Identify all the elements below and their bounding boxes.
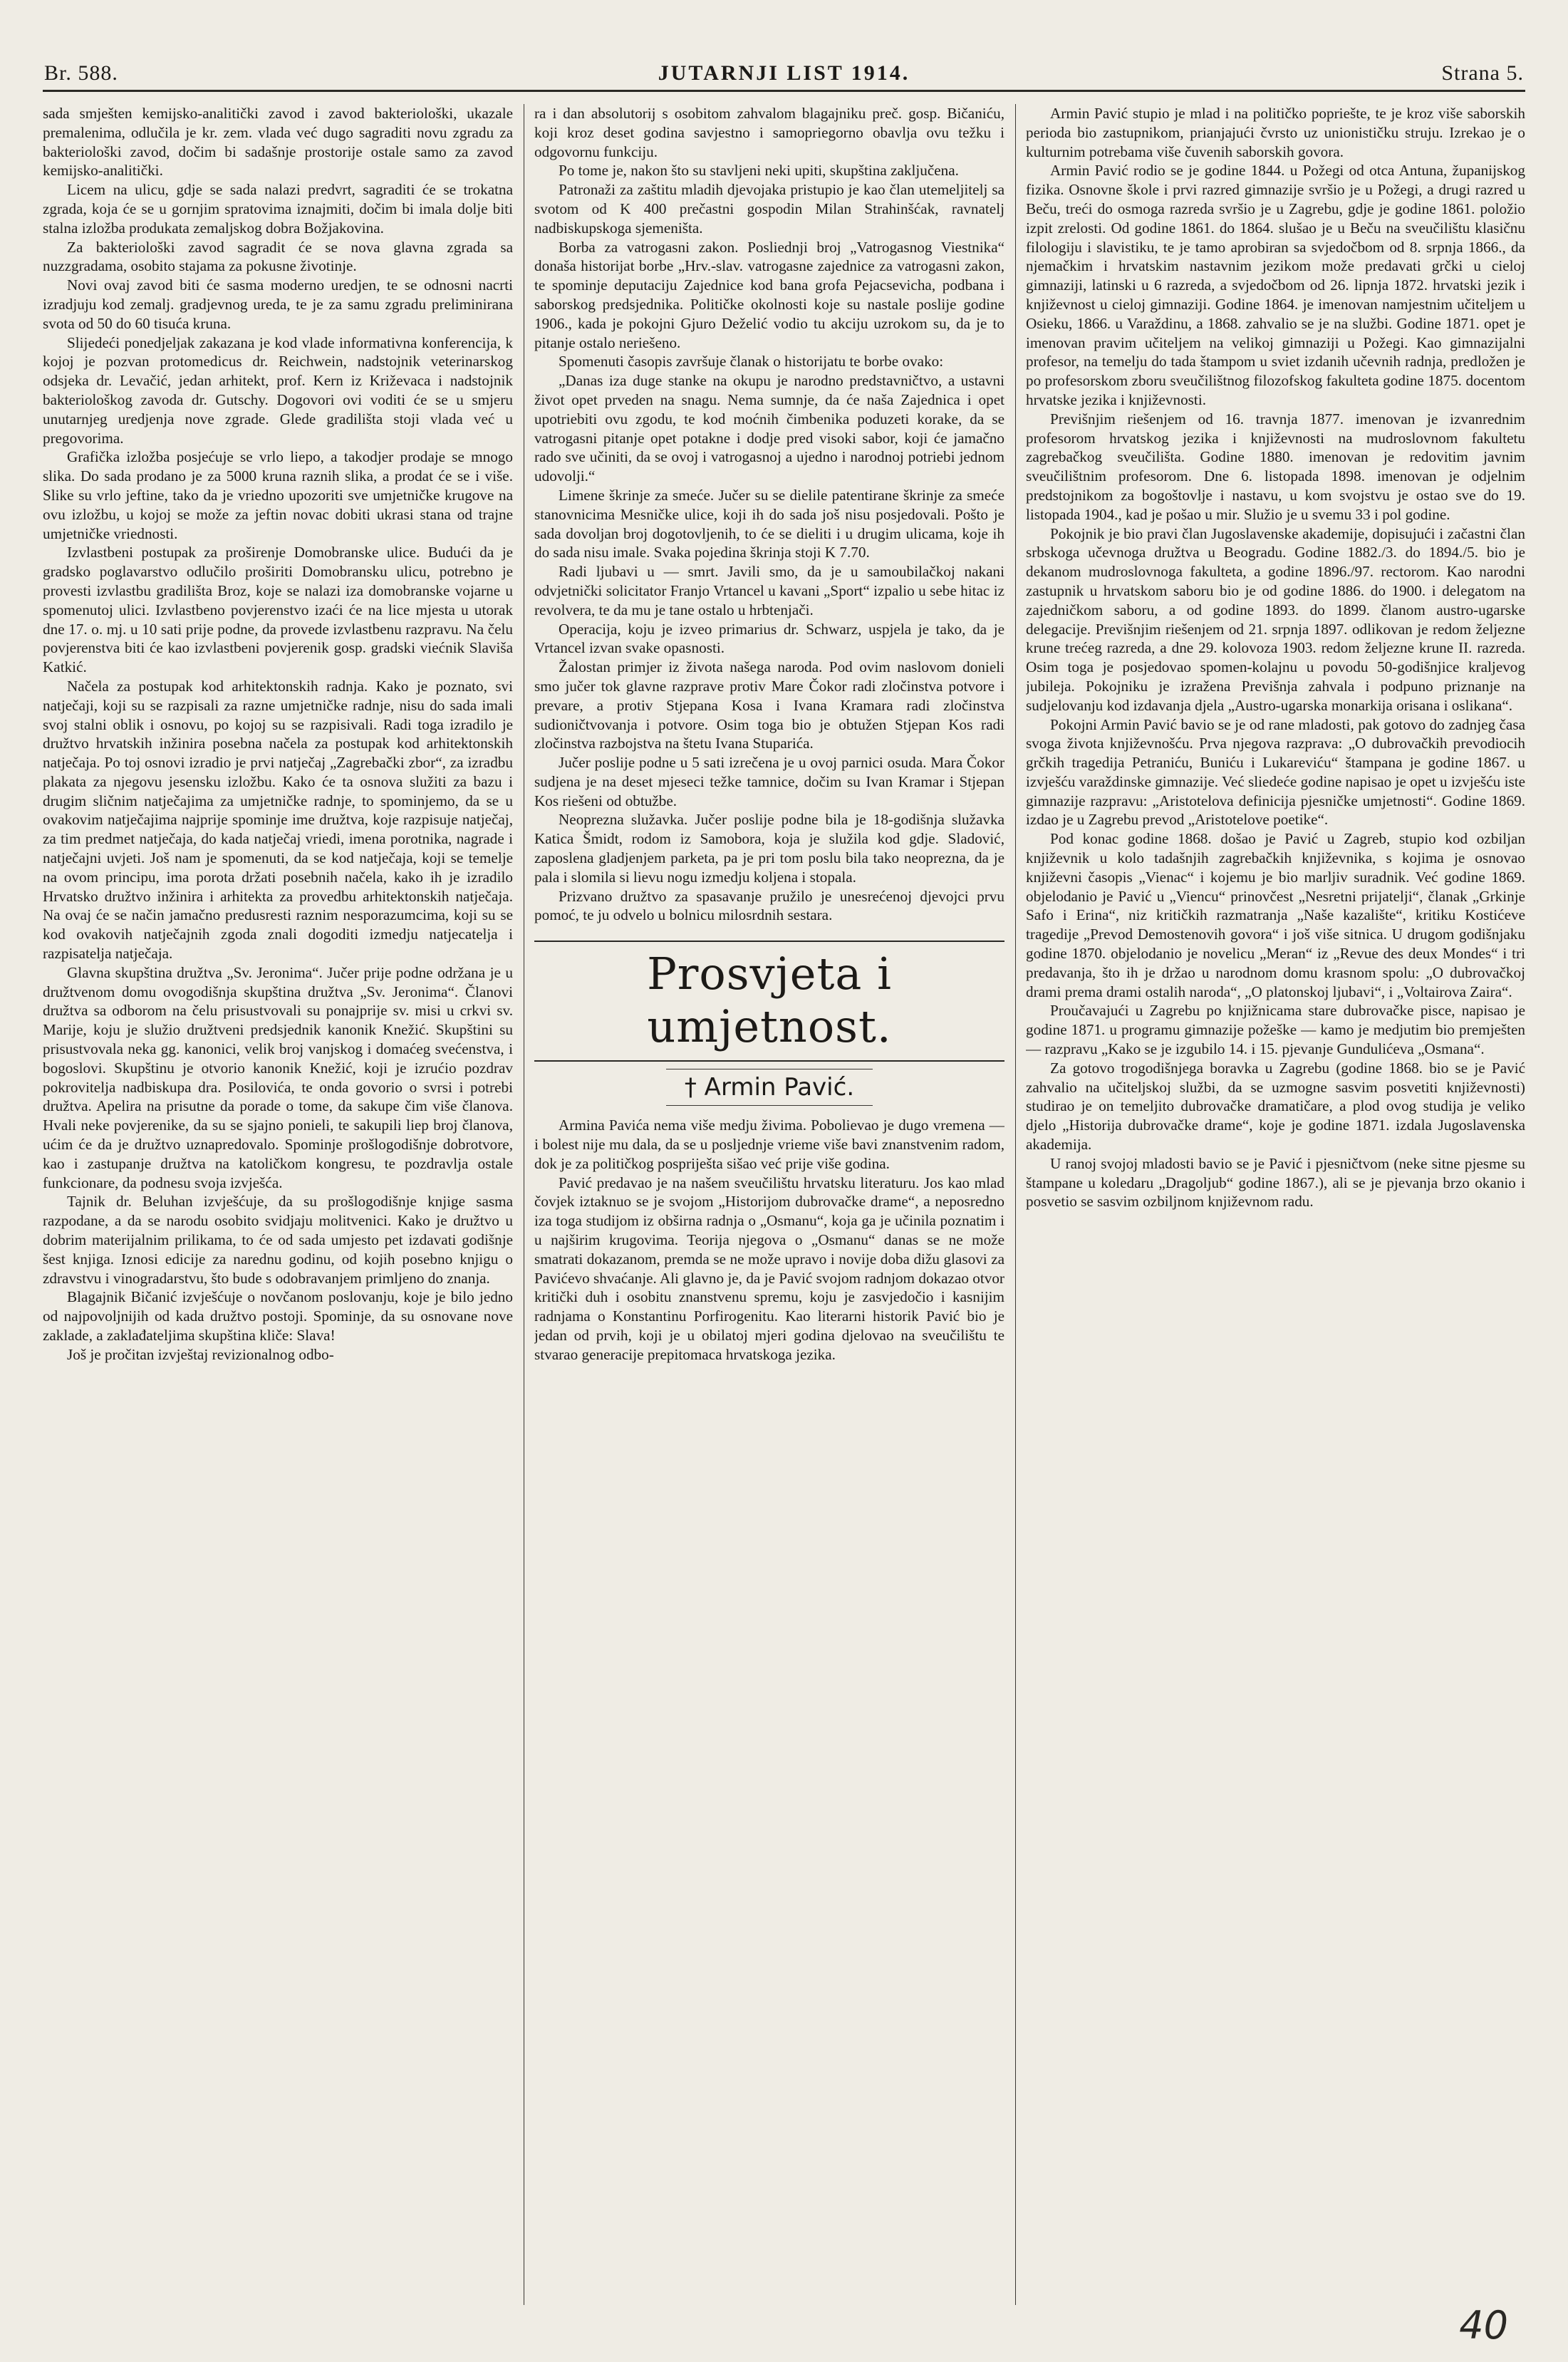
news-item: Borba za vatrogasni zakon. Posliednji broj „Vatrogasnog Viestnika“ donaša historijat borbe „Hrv.-slav. vatrogasne zajednice za vatrogasni zakon, te spominje deputaciju Zajednice kod bana grofa Pejacsevicha, podbana i saborskog predsjednika. Političke okolnosti koje su nastale poslije godine 1906., kada je pokojni Gjuro Deželić vodio tu akciju uzrokom su, da je to pitanje ostalo neriešeno.: [534, 238, 1004, 351]
paragraph: Tajnik dr. Beluhan izvješćuje, da su prošlogodišnje knjige sasma razpodane, a da se narodu osobito svidjaju molitvenici. Kako je družtvo u dobrim materijalnim prilikama, to će od sada umjesto pet izdavati godišnje šest knjiga. Iznosi edicije za narednu godinu, od kojih posebno knjigu o zdravstvu i vinogradarstvu, što bude s odobravanjem primljeno do znanja.: [43, 1193, 513, 1287]
paragraph: Licem na ulicu, gdje se sada nalazi predvrt, sagraditi će se trokatna zgrada, koja će se u gornjim spratovima iznajmiti, dočim bi imala dolje biti stalna izložba produkata zemaljskog dobra Božjakovina.: [43, 181, 513, 237]
column-3: [1026, 104, 1525, 2319]
paragraph: Previšnjim riešenjem od 16. travnja 1877. imenovan je izvanrednim profesorom hrvatskog jezika i književnosti na mudroslovnom fakultetu zagrebačkog sveučilišta. Godine 1880. imenovan je redovitim javnim sveučilištnim profesorom. Dne 6. listopada 1898. imenovan je odjelnim predstojnikom za bogoštovlje i nastavu, u kom svojstvu je ostao sve do 19. listopada 1904., kad je pošao u mir. Služio je u svemu 33 i pol godine.: [1026, 410, 1525, 523]
newspaper-title: JUTARNJI LIST 1914.: [658, 61, 910, 85]
paragraph: ra i dan absolutorij s osobitom zahvalom blagajniku preč. gosp. Bičaniću, koji kroz deset godina savjestno i samopriegorno obavlja ovu težku i odgovornu funkciju.: [534, 105, 1004, 160]
column-1: [43, 104, 513, 2319]
paragraph: sada smješten kemijsko-analitički zavod i zavod bakteriološki, ukazale premalenima, odlučila je kr. zem. vlada već dugo sagraditi novu zgradu za bakteriološki zavod, dočim bi sadašnje prostorije ostale samo za zavod kemijsko-analitički.: [43, 105, 513, 180]
quote: „Danas iza duge stanke na okupu je narodno predstavničtvo, a ustavni život opet prveden na snagu. Nema sumnje, da će naša Zajednica i opet upotriebiti ovu zgodu, te kod moćnih čimbenika poduzeti korake, da se vatrogasni pitanje opet potakne i dodje pred visoki sabor, koji će jamačno rado sve učiniti, da se ovoj i vatrogasnoj a ujedno i narodnoj potriebi jednom udovolji.“: [534, 372, 1004, 485]
article-columns: [43, 104, 1525, 2319]
paragraph: Spomenuti časopis završuje članak o historijatu te borbe ovako:: [559, 353, 944, 371]
paragraph: Za bakteriološki zavod sagradit će se nova glavna zgrada sa nuzzgradama, osobito stajama za pokusne životinje.: [43, 238, 513, 275]
paragraph: Armin Pavić stupio je mlad i na političko popriešte, te je kroz više saborskih perioda bio zastupnikom, prianjajući čvrsto uz unionističku struju. Izrekao je o kulturnim potrebama više čuvenih saborskih govora.: [1026, 105, 1525, 160]
news-item: Žalostan primjer iz života našega naroda. Pod ovim naslovom donieli smo jučer tok glavne razprave protiv Mare Čokor radi zločinstva potvore i prevare, a protiv Stjepana Kosa i Ivana Kramara radi zločinstva sudioničtvovanja i potvore. Osim toga bio je obtužen Stjepan Kos radi zločinstva razbojstva na štetu Ivana Stuparića.: [534, 658, 1004, 752]
page-label: Strana 5.: [1441, 61, 1524, 85]
paragraph: U ranoj svojoj mladosti bavio se je Pavić i pjesničtvom (neke sitne pjesme su štampane u koledaru „Dragoljub“ godine 1867.), ali se je pjevanja brzo okanio i posvetio se sasvim ozbiljnom književnom radu.: [1026, 1154, 1525, 1211]
column-2: [534, 104, 1004, 2319]
paragraph: Pokojnik je bio pravi član Jugoslavenske akademije, dopisujući i začastni član srbskoga učevnoga družtva u Beogradu. Godine 1882./3. do 1894./5. bio je dekanom mudroslovnoga fakulteta, a godine 1896./97. rectorom. Kao narodni zastupnik u hrvatskom saboru bio je od godine 1886. do 1900. i delegatom na zajedničkom saboru, a od godine 1893. do 1899. članom austro-ugarske delegacije. Previšnjim riešenjem od 21. srpnja 1897. odlikovan je redom željezne krune trećeg razreda, a dne 29. kolovoza 1903. redom željezne krune II. razreda. Osim toga je posjedovao spomen-kolajnu u povodu 50-godišnjice kraljevog jubileja. Pokojniku je izražena Previšnja zahvala i podpuno priznanje na sudjelovanju kod izdavanja djela „Austro-ugarska monarkija orisana i oslikana“.: [1026, 524, 1525, 714]
paragraph: Za gotovo trogodišnjega boravka u Zagrebu (godine 1868. bio se je Pavić zahvalio na učiteljskoj službi, da se uzmogne sasvim posvetiti književnosti) studirao je on temeljito dubrovačke dramatičare, a plod ovog studija je veliko djelo „Historija dubrovačke drame“, koje je godine 1871. izdala Jugoslavenska akademija.: [1026, 1059, 1525, 1154]
section-header: [534, 941, 1004, 1062]
paragraph: Proučavajući u Zagrebu po knjižnicama stare dubrovačke pisce, napisao je godine 1871. u programu gimnazije požeške — kamo je medjutim bio premješten — razpravu „Kako se je izgubilo 14. i 15. pjevanje Gundulićeva „Osmana“.: [1026, 1002, 1525, 1058]
news-item: Radi ljubavi u — smrt. Javili smo, da je u samoubilačkoj nakani odvjetnički solicitator Franjo Vrtancel u kavani „Sport“ izpalio u sebe hitac iz revolvera, te da mu je tane ostalo u hrbtenjači.: [534, 563, 1004, 618]
obituary-title: † Armin Pavić.: [666, 1069, 873, 1106]
handwritten-page-number: 40: [1459, 2303, 1508, 2348]
news-item: Grafička izložba posjećuje se vrlo liepo, a takodjer prodaje se mnogo slika. Do sada prodano je za 5000 kruna raznih slika, a prodat će se i više. Slike su vrlo jeftine, tako da je vriedno upozoriti sve umjetničke krugove na ovu izložbu, u kojoj se može za jeftin novac dobiti ukrasi stana od trajne umjetničke vriednosti.: [43, 448, 513, 542]
paragraph: Blagajnik Bičanić izvješćuje o novčanom poslovanju, koje je bilo jedno od najpovoljnijih od kada družtvo postoji. Spominje, da su osnovane nove zaklade, a zaklađateljima skupština kliče: Slava!: [43, 1288, 513, 1344]
paragraph: Još je pročitan izvještaj revizionalnog odbo-: [67, 1345, 334, 1363]
paragraph: Pokojni Armin Pavić bavio se je od rane mladosti, pak gotovo do zadnjeg časa svoga života književnošću. Prva njegova razprava: „O dubrovačkih prevodiocih grčkih tragedija Petraniću, Buniću i Lukareviću“ štampana je godine 1867. u izvješću varaždinske gimnazije. Već sliedeće godine napisao je opet u izvješću iste gimnazije razpravu: „Aristotelova definicija pjesničke umjetnosti“. Godine 1869. izdao je u Zagrebu prevod „Aristotelove poetike“.: [1026, 715, 1525, 829]
issue-number: Br. 588.: [44, 61, 118, 85]
paragraph: Armina Pavića nema više medju živima. Pobolievao je dugo vremena — i bolest nije mu dala, da se u posljednje vrieme više bavi znanstvenim radom, dok je za političkog pospriješta sišao već prije više godina.: [534, 1117, 1004, 1172]
news-item: Limene škrinje za smeće. Jučer su se dielile patentirane škrinje za smeće stanovnicima Mesničke ulice, koji ih do sada još nisu posjedovali. Pošto je sada dovoljan broj dogotovljenih, to će se dieliti i u drugim ulicama, koje ih do sada nisu imale. Svaka pojedina škrinja stoji K 7.70.: [534, 486, 1004, 561]
masthead: [43, 58, 1525, 92]
column-divider: [1015, 104, 1016, 2305]
news-item: Glavna skupština družtva „Sv. Jeronima“. Jučer prije podne održana je u družtvenom domu ovogodišnja skupština družtva „Sv. Jeronima“. Članovi družtva sa odborom na čelu prisustvovali su ponajprije sv. misi u crkvi sv. Marije, koju je služio družtveni predsjednik kanonik Knežić. Skupštini su prisustvovala neka gg. kanonici, velik broj vanjskog i domaćeg svećenstva, i bogoslovi. Skupštinu je otvorio kanonik Knežić, koji je izrućio pozdrav pokrovitelja nadbiskupa dra. Posilovića, te onda govorio o svrsi i potrebi družtva. Apelira na prisutne da porade o tome, da sakupe čim više članova. Hvali neke povjerenike, da su se sjajno ponieli, te sakupili liep broj članova, ućim će da je družtvo uznapredovalo. Spominje prošlogodišnje dobrotvore, kao i zastupanje družtva na katoličkom kongresu, te pozdravlja ostale funkcionare, da podnesu svoja izvješća.: [43, 963, 513, 1191]
section-title: Prosvjeta i umjetnost.: [647, 948, 892, 1053]
paragraph: Pod konac godine 1868. došao je Pavić u Zagreb, stupio kod ozbiljan književnik u kolo tadašnjih zagrebačkih književnika, s kojima je osnovao književni časopis „Vienac“ i kojemu je bio marljiv suradnik. Već godine 1869. objelodanio je Pavić u „Viencu“ prinovčest „Nesretni prijatelji“, članak „Grkinje Safo i Erina“, niz kritičkih razmatranja „Naše kazalište“, kritiku Kostićeve tragedije „Prevod Demostenovih govora“ i još više sitnica. U drugom godišnjaku godine 1870. objelodanio je novelicu „Meran“ iz „Revue des deux Mondes“ i tri predavanja, što ih je držao u narodnom domu krasnom spolu: „O dubrovačkoj drami prema drami ostalih naroda“, „O platonskoj ljubavi“, i „Voltairova Zaira“.: [1026, 830, 1525, 1000]
paragraph: Operacija, koju je izveo primarius dr. Schwarz, uspjela je tako, da je Vrtancel izvan svake opasnosti.: [534, 620, 1004, 657]
paragraph: Slijedeći ponedjeljak zakazana je kod vlade informativna konferencija, k kojoj je pozvan protomedicus dr. Reichwein, nadstojnik veterinarskog odsjeka dr. Levačić, jedan arhitekt, prof. Kern iz Križevaca i nadstojnik bakteriološkog zavoda dr. Gutschy. Dogovori ovi voditi će se u smjeru unutarnjeg uredjenja nove zgrade. Glede gradilišta stoji vlada već u pregovorima.: [43, 333, 513, 447]
paragraph: Pavić predavao je na našem sveučilištu hrvatsku literaturu. Jos kao mlad čovjek iztaknuo se je svojom „Historijom dubrovačke drame“, a neposredno iza toga studijom iz obširna radnja o „Osmanu“, koja ga je učinila poznatim i u najširim krugovima. Teorija njegova o „Osmanu“ danas se ne može smatrati dokazanom, premda se ne može upravo i novije doba dižu glasovi za Pavićevo shvaćanje. Ali glavno je, da je Pavić svojom radnjom dokazao otvor kritički duh i osobitu znanstvenu spremu, koju je zasvjedočio i kasnijim radnjama o Konstantinu Porfirogenitu. Kao literarni historik Pavić bio je jedan od prvih, koji je u obilatoj mjeri godina djelovao na sveučilištu te stvarao generacije prepitomaca hrvatskoga jezika.: [534, 1174, 1004, 1363]
paragraph: Po tome je, nakon što su stavljeni neki upiti, skupština zaključena.: [559, 162, 959, 180]
paragraph: Armin Pavić rodio se je godine 1844. u Požegi od otca Antuna, županijskog fizika. Osnovne škole i prvi razred gimnazije svršio je u Požegi, a drugi razred u Beču, treći do osmoga razreda svršio je u Zagrebu, gdje je godine 1861. položio izpit zrelosti. Od godine 1861. do 1864. slušao je u Beču na sveučilištu klasičnu filologiju i slavistiku, te je tamo aprobiran sa svjedočbom od 8. srpnja 1866., da njemačkim i hrvatskim nastavnim jezikom može predavati grčki u cieloj gimnaziji, latinski u 6 razreda, a svjedočbom od 26. lipnja 1872. hrvatski jezik i književnost u cieloj gimnaziji. Godine 1864. je imenovan namjestnim učiteljem u Osieku, 1866. u Varaždinu, a 1868. zahvalio se je na službi. Godine 1871. opet je imenovan pravim učiteljem na velikoj gimnaziji u Požegi. Kao gimnazijalni profesor, na temelju do tada štampom u sviet izdanih učevnih radnja, predložen je po profesorskom zboru sveučilištnog filozofskog fakulteta godine 1875. docentom hrvatske jezika i književnosti.: [1026, 162, 1525, 408]
news-item: Načela za postupak kod arhitektonskih radnja. Kako je poznato, svi natječaji, koji su se razpisali za razne umjetničke radnje, nisu do sada imali svoj stalni oblik i osnovu, po kojoj su se razpisivali. Radi toga izradilo je družtvo hrvatskih inžinira posebna načela za postupak kod arhitektonskih natječaja. Po toj osnovi izradio je prvi natječaj „Zagrebački zbor“, za izradbu plakata za njegovu jesensku izložbu. Kako će ta osnova služiti za bazu i drugim sličnim natječajima za umjetničke radnje, to spominjemo, da se u ovakovim natječajima najprije spominje ime družtva, koje razpisuje natječaj, za tim predmet natječaja, do kada natječaj vriedi, imena porotnika, nagrade i natječajni uvjeti. Još nam je spomenuti, da se kod natječaja, koji se temelje na ovom principu, ima porota držati posebnih načela, kako ih je izradilo Hrvatsko družtvo inžinira i arhitekta za provedbu arhitektonskih natječaja. Na ovaj će se način jamačno predusresti raznim nesporazumcima, koji su se kod ovakovih natječajnih zgoda znali dogoditi izmedju natjecatelja i razpisatelja natječaja.: [43, 677, 513, 963]
paragraph: Prizvano družtvo za spasavanje pružilo je unesrećenoj djevojci prvu pomoć, te ju odvelo u bolnicu milosrdnih sestara.: [534, 887, 1004, 924]
news-item: Neoprezna služavka. Jučer poslije podne bila je 18-godišnja služavka Katica Šmidt, rodom iz Samobora, koja je služila kod gdje. Sladović, zaposlena gladjenjem parketa, pa je pri tom poslu bila tako neoprezna, da je pala i slomila si lievu nogu izmedju koljena i stopala.: [534, 811, 1004, 886]
news-item: Patronaži za zaštitu mladih djevojaka pristupio je kao član utemeljitelj sa svotom od K 400 prečastni gospodin Milan Strahinšćak, ravnatelj nadbiskupskoga sjemeništa.: [534, 181, 1004, 237]
news-item: Izvlastbeni postupak za proširenje Domobranske ulice. Budući da je gradsko poglavarstvo odlučilo proširiti Domobransku ulicu, potrebno je provesti izvlastbu gradilišta Broz, koje se nalazi iza domobranske vojarne u spomenutoj ulici. Izvlastbeno povjerenstvo izaći će na lice mjesta u utorak dne 17. o. mj. u 10 sati prije podne, da provede izvlastbenu razpravu. Na čelu povjerenstva biti će kao izvlastbeni povjerenik gosp. gradski viećnik Slaviša Katkić.: [43, 544, 513, 676]
paragraph: Jučer poslije podne u 5 sati izrečena je u ovoj parnici osuda. Mara Čokor sudjena je na deset mjeseci težke tamnice, dočim su Ivan Kramar i Stjepan Kos riešeni od obtužbe.: [534, 754, 1004, 809]
paragraph: Novi ovaj zavod biti će sasma moderno uredjen, te se odnosni nacrti izradjuju kod zemalj. gradjevnog ureda, te je za samu zgradu preliminirana svota od 50 do 60 tisuća kruna.: [43, 276, 513, 332]
